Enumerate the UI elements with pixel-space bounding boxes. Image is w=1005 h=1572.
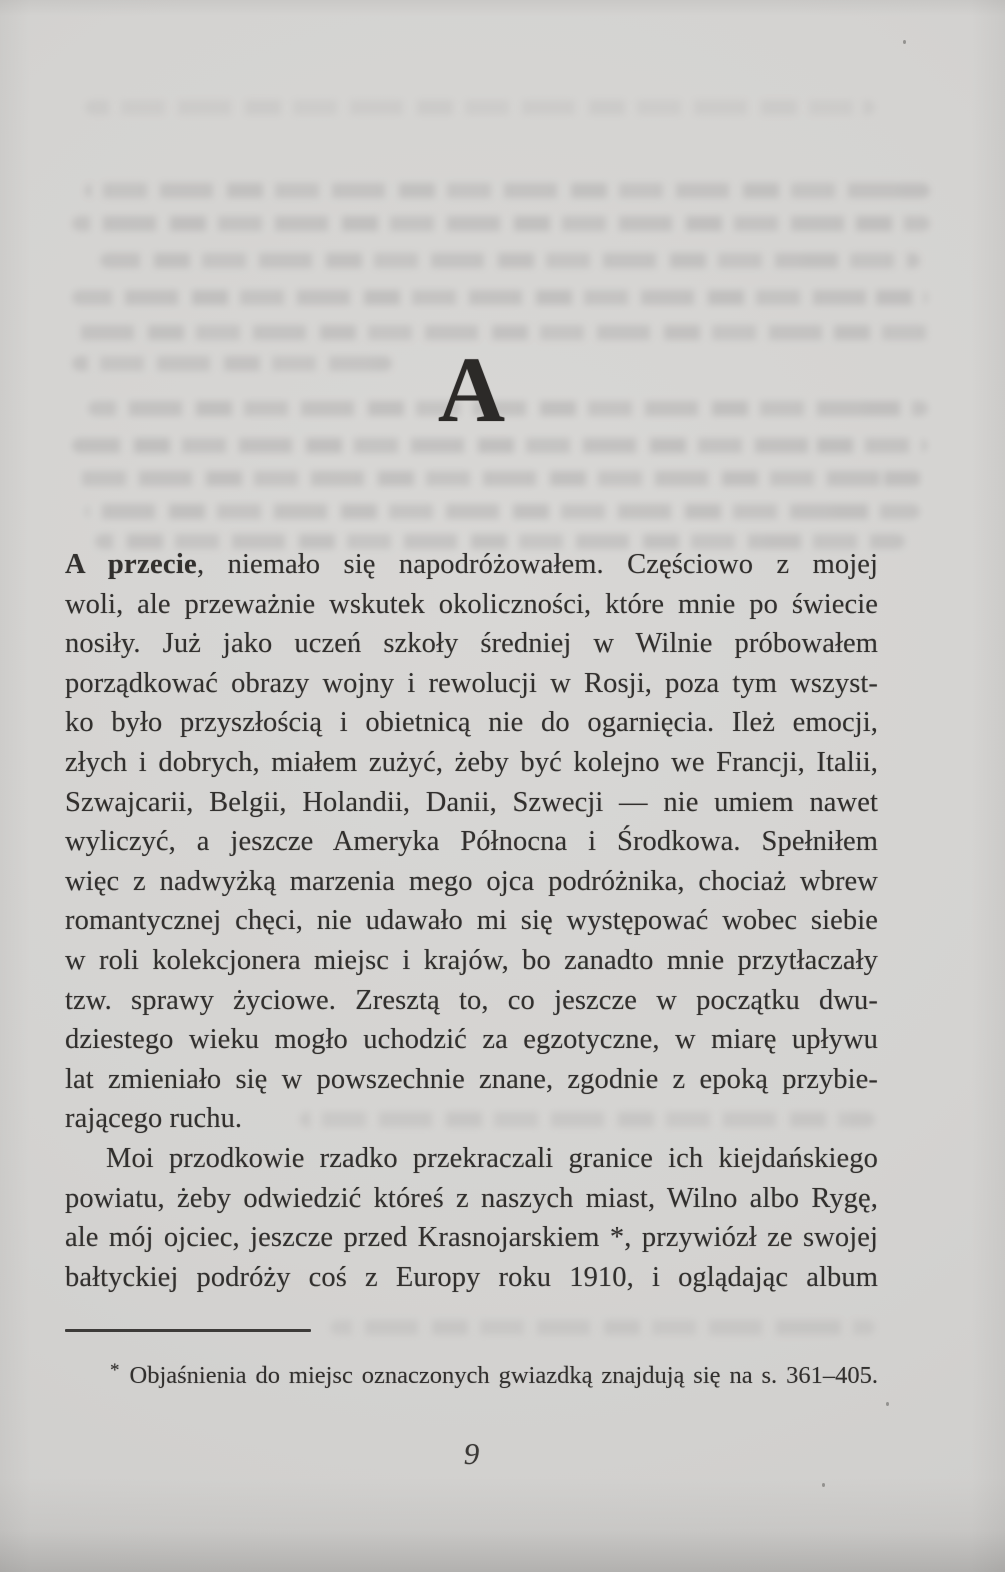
bleed-through-line <box>72 471 922 486</box>
bleed-through-line <box>85 183 930 198</box>
text-line: więc z nadwyżką marzenia mego ojca podróżnika, chociaż wbrew <box>65 865 878 897</box>
bleed-through-line <box>72 216 930 231</box>
footnote <box>110 1354 878 1392</box>
text-line: ale mój ojciec, jeszcze przed Krasnojarskiem *, przywiózł ze swojej <box>65 1222 878 1254</box>
text-line: dziestego wieku mogło uchodzić za egzotyczne, w miarę upływu <box>65 1024 878 1056</box>
text-line: porządkować obrazy wojny i rewolucji w Rosji, poza tym wszyst- <box>65 667 878 699</box>
bleed-through-line <box>85 100 875 115</box>
text-line: lat zmieniało się w powszechnie znane, zgodnie z epoką przybie- <box>65 1063 878 1095</box>
text-line: tzw. sprawy życiowe. Zresztą to, co jeszcze w początku dwu- <box>65 984 878 1016</box>
body-text <box>65 545 878 1297</box>
paper-speck <box>886 1402 889 1406</box>
text-line: bałtyckiej podróży coś z Europy roku 1910, i oglądając album <box>65 1261 878 1293</box>
bleed-through-line <box>330 1320 875 1335</box>
text-line: złych i dobrych, miałem zużyć, żeby być kolejno we Francji, Italii, <box>65 746 878 778</box>
text-line: Moi przodkowie rzadko przekraczali granice ich kiejdańskiego <box>106 1142 878 1174</box>
footnote-asterisk: * <box>110 1360 120 1381</box>
paper-speck <box>822 1483 825 1487</box>
text-line: woli, ale przeważnie wskutek okoliczności, które mnie po świecie <box>65 588 878 620</box>
paper-speck <box>903 40 906 44</box>
text-line: ko było przyszłością i obietnicą nie do ogarnięcia. Ileż emocji, <box>65 707 878 739</box>
footnote-rule <box>65 1329 311 1332</box>
text-line: powiatu, żeby odwiedzić któreś z naszych miast, Wilno albo Rygę, <box>65 1182 878 1214</box>
bleed-through-line <box>72 325 930 340</box>
text-line <box>65 545 878 585</box>
text-line: nosiły. Już jako uczeń szkoły średniej w Wilnie próbowałem <box>65 628 878 660</box>
chapter-letter: A <box>437 339 506 442</box>
page-number: 9 <box>463 1436 480 1471</box>
bleed-through-line <box>72 290 928 305</box>
bleed-through-line <box>85 504 920 519</box>
bleed-through-line <box>100 253 920 268</box>
text-line: w roli kolekcjonera miejsc i krajów, bo zanadto mnie przytłaczały <box>65 944 878 976</box>
footnote-text: Objaśnienia do miejsc oznaczonych gwiazdką znajdują się na s. 361–405. <box>129 1362 878 1389</box>
entry-keyword: A przecie <box>65 549 198 580</box>
text-line: rającego ruchu. <box>65 1103 243 1135</box>
text-line-rest: , niemało się napodróżowałem. Częściowo z mojej <box>197 549 878 580</box>
text-line: Szwajcarii, Belgii, Holandii, Danii, Szwecji — nie umiem nawet <box>65 786 878 818</box>
text-line: wyliczyć, a jeszcze Ameryka Północna i Środkowa. Spełniłem <box>65 826 878 858</box>
text-line: romantycznej chęci, nie udawało mi się występować wobec siebie <box>65 905 878 937</box>
